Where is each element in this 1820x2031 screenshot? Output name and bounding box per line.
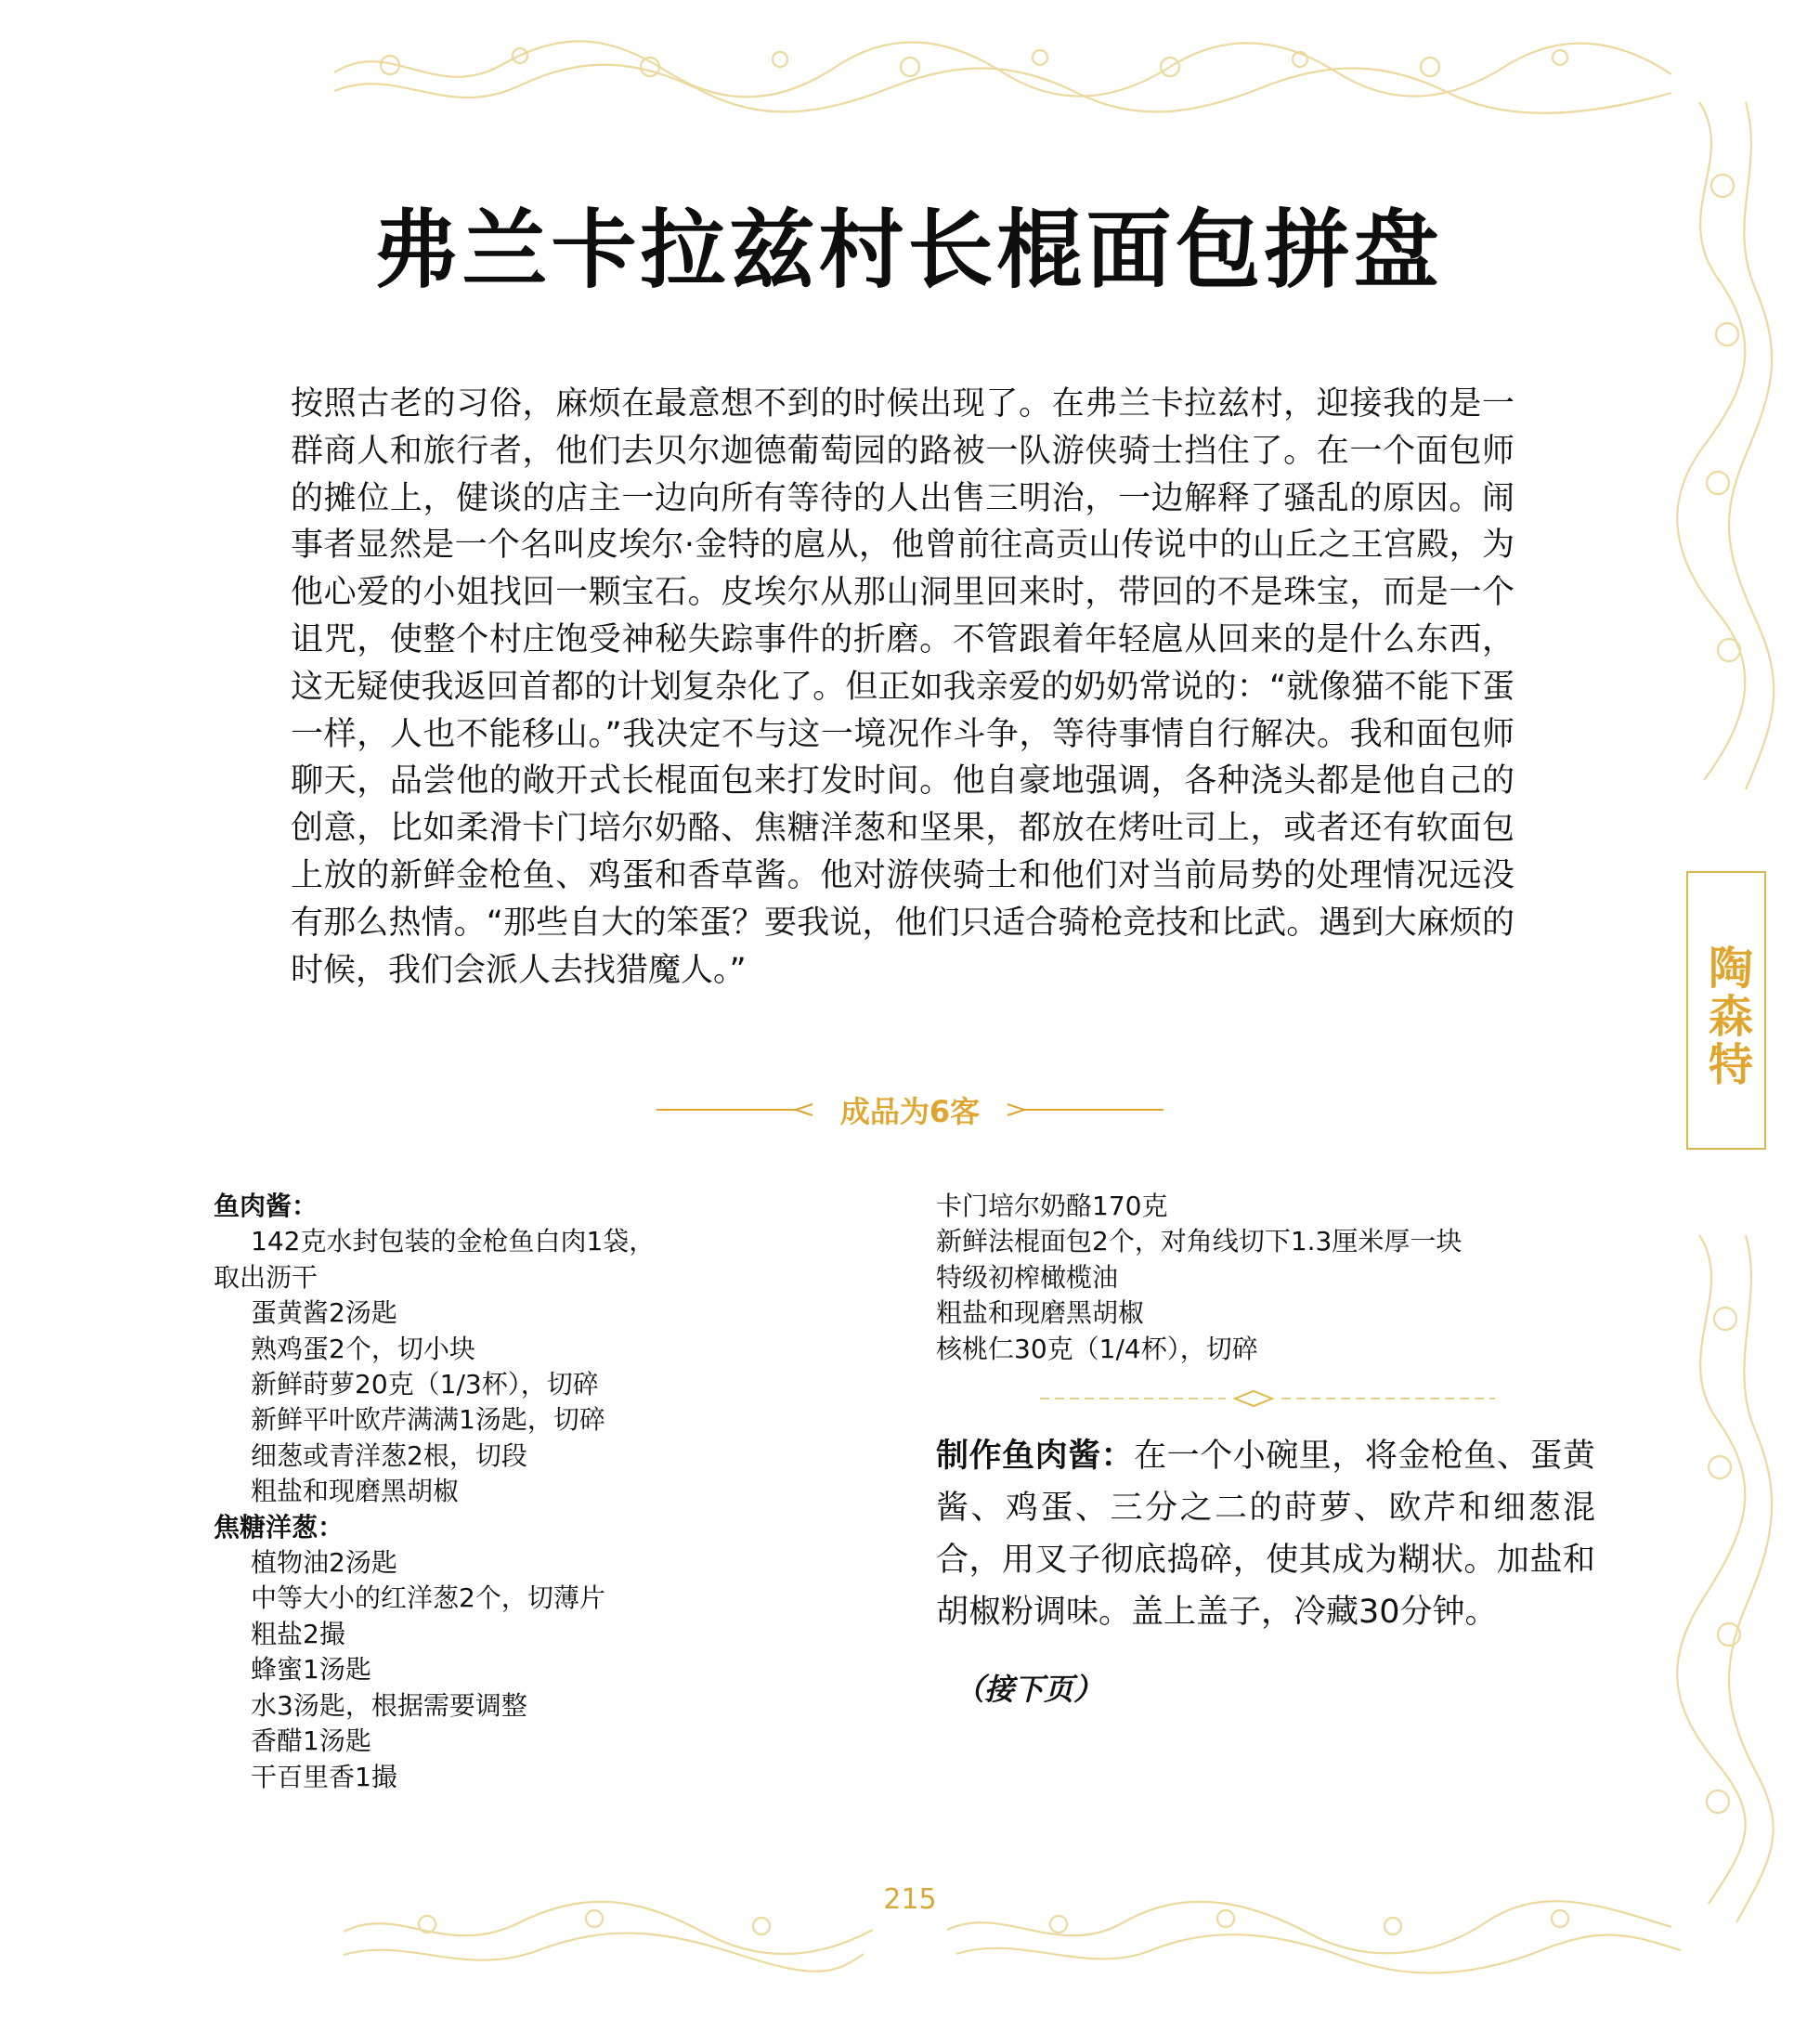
ingredient-line: 粗盐和现磨黑胡椒 — [936, 1297, 1145, 1329]
ingredient-line: 粗盐和现磨黑胡椒 — [251, 1476, 460, 1507]
servings-label: 成品为6客 — [839, 1094, 981, 1129]
ingredient-line: 蜂蜜1汤匙 — [251, 1654, 371, 1686]
ingredients-right — [936, 1189, 1586, 1367]
ingredient-line: 取出沥干 — [214, 1261, 318, 1293]
ingredient-line: 卡门培尔奶酪170克 — [936, 1191, 1168, 1221]
ingredient-heading: 鱼肉酱： — [214, 1191, 318, 1221]
ingredient-line: 142克水封包装的金枪鱼白肉1袋， — [251, 1226, 656, 1257]
ingredient-line: 植物油2汤匙 — [251, 1547, 397, 1579]
left-flourish-icon — [656, 1100, 814, 1119]
ingredient-line: 新鲜莳萝20克（1/3杯），切碎 — [251, 1369, 599, 1400]
ingredient-line: 细葱或青洋葱2根，切段 — [251, 1439, 527, 1471]
ingredient-line: 粗盐2撮 — [251, 1618, 345, 1649]
chapter-tab-label: 陶森特 — [1700, 944, 1753, 1089]
page-number: 215 — [883, 1883, 937, 1916]
ingredient-line: 水3汤匙，根据需要调整 — [251, 1689, 527, 1721]
right-flourish-icon — [1006, 1100, 1164, 1119]
method-label: 制作鱼肉酱： — [936, 1438, 1135, 1475]
ingredient-line: 香醋1汤匙 — [251, 1725, 371, 1757]
ingredient-line: 核桃仁30克（1/4杯），切碎 — [936, 1333, 1258, 1364]
ingredient-heading: 焦糖洋葱： — [214, 1511, 344, 1543]
ingredients-left — [214, 1189, 919, 1795]
continued-note: （接下页） — [955, 1672, 1104, 1707]
method-paragraph — [936, 1430, 1595, 1638]
ingredient-line: 新鲜法棍面包2个，对角线切下1.3厘米厚一块 — [936, 1226, 1462, 1257]
method-text: 在一个小碗里，将金枪鱼、蛋黄酱、鸡蛋、三分之二的莳萝、欧芹和细葱混合，用叉子彻底捣碎，使其成为糊状。加盐和胡椒粉调味。盖上盖子，冷藏30分钟。 — [936, 1438, 1595, 1631]
ingredient-line: 新鲜平叶欧芹满满1汤匙，切碎 — [251, 1404, 605, 1436]
ingredient-line: 特级初榨橄榄油 — [936, 1261, 1119, 1293]
ingredient-line: 熟鸡蛋2个，切小块 — [251, 1333, 475, 1364]
servings-divider — [576, 1087, 1244, 1133]
ingredient-line: 蛋黄酱2汤匙 — [251, 1297, 397, 1329]
intro-paragraph: 按照古老的习俗，麻烦在最意想不到的时候出现了。在弗兰卡拉兹村，迎接我的是一群商人和旅行者，他们去贝尔迦德葡萄园的路被一队游侠骑士挡住了。在一个面包师的摊位上，健谈的店主一边向所有等待的人出售三明治，一边解释了骚乱的原因。闹事者显然是一个名叫皮埃尔·金特的扈从，他曾前往高贡山传说中的山丘之王宫殿，为他心爱的小姐找回一颗宝石。皮埃尔从那山洞里回来时，带回的不是珠宝，而是一个诅咒，使整个村庄饱受神秘失踪事件的折磨。不管跟着年轻扈从回来的是什么东西，这无疑使我返回首都的计划复杂化了。但正如我亲爱的奶奶常说的：“就像猫不能下蛋一样，人也不能移山。”我决定不与这一境况作斗争，等待事情自行解决。我和面包师聊天，品尝他的敞开式长棍面包来打发时间。他自豪地强调，各种浇头都是他自己的创意，比如柔滑卡门培尔奶酪、焦糖洋葱和坚果，都放在烤吐司上，或者还有软面包上放的新鲜金枪鱼、鸡蛋和香草酱。他对游侠骑士和他们对当前局势的处理情况远没有那么热情。“那些自大的笨蛋？要我说，他们只适合骑枪竞技和比武。遇到大麻烦的时候，我们会派人去找猎魔人。” — [291, 385, 1514, 989]
ingredient-line: 干百里香1撮 — [251, 1761, 397, 1792]
ingredient-line: 中等大小的红洋葱2个，切薄片 — [251, 1582, 605, 1614]
section-divider — [1040, 1387, 1495, 1410]
recipe-title: 弗兰卡拉兹村长棍面包拼盘 — [372, 201, 1443, 300]
